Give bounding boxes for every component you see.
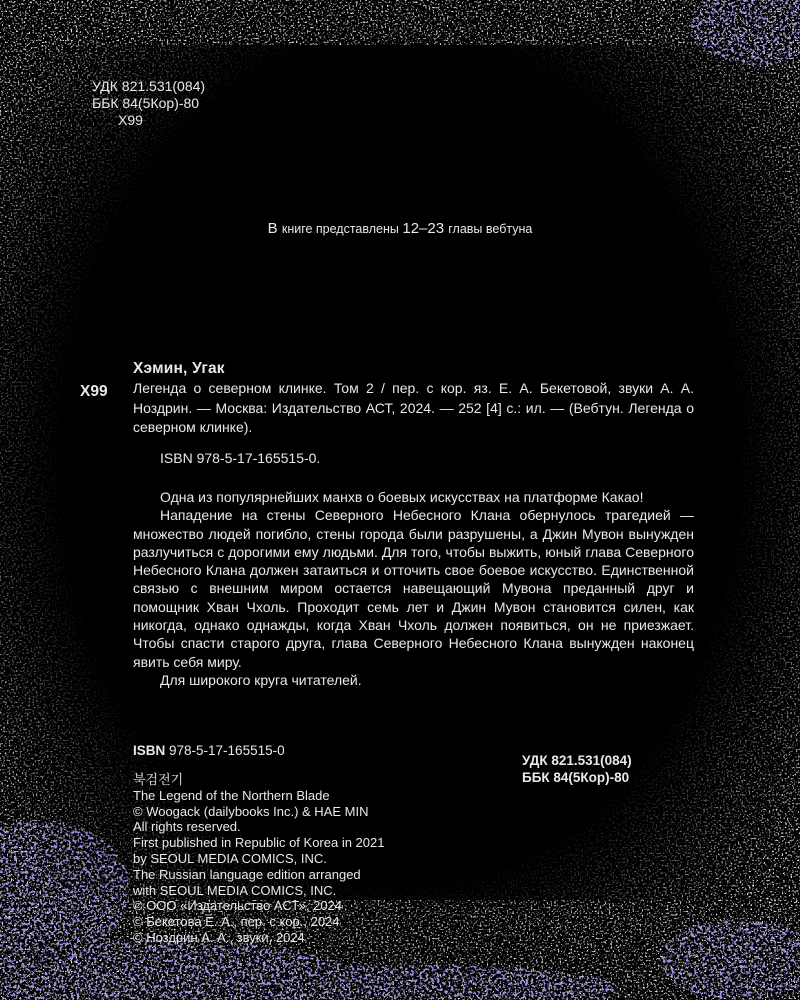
author-mark: Х99 (118, 112, 143, 128)
udk-code-bottom: УДК 821.531(084) (522, 753, 632, 768)
copyright-line: All rights reserved. (133, 819, 241, 835)
copyright-line: © ООО «Издательство АСТ», 2024 (133, 898, 343, 914)
annotation (133, 488, 694, 689)
copyright-line: First published in Republic of Korea in 2021 (133, 835, 385, 851)
udk-code: УДК 821.531(084) (92, 78, 206, 94)
copyright-line: © Ноздрин А. А., звуки, 2024 (133, 929, 305, 945)
annotation-paragraph: Одна из популярнейших манхв о боевых искусствах на платформе Какао! (160, 489, 644, 505)
catalog-codes-top (92, 78, 205, 129)
annotation-paragraph: Нападение на стены Северного Небесного Клана обернулось трагедией — множество людей погибло, стены города были разрушены, а Джин Мувон вынужден разлучиться с дорогими ему людьми. Для того, чтобы выжить, юный глава Северного Небесного Клана должен затаиться и отточить свое боевое искусство. Единственной связью с внешним миром остается навещающий Мувона преданный друг и помощник Хван Чхоль. Проходит семь лет и Джин Мувон становится силен, как никогда, однако однажды, когда Хван Чхоль должен появиться, он не приезжает. Чтобы спасти старого друга, глава Северного Небесного Клана вынужден наконец явить себя миру. (133, 507, 694, 670)
copyright-line: © Woogack (dailybooks Inc.) & HAE MIN (133, 803, 369, 819)
bbk-code-bottom: ББК 84(5Кор)-80 (522, 770, 630, 785)
copyright-line: by SEOUL MEDIA COMICS, INC. (133, 850, 327, 866)
isbn-line: ISBN 978-5-17-165515-0. (160, 450, 321, 466)
isbn-bottom: ISBN 978-5-17-165515-0 (133, 743, 285, 758)
catalog-codes-bottom (522, 752, 632, 786)
bibliographic-description: Легенда о северном клинке. Том 2 / пер. с кор. яз. Е. А. Бекетовой, звуки А. А. Ноздрин. — Москва: Издательство АСТ, 2024. — 252 [4] с.: ил. — (Вебтун. Легенда о северном клинке). (133, 380, 694, 435)
copyright-line: The Legend of the Northern Blade (133, 787, 330, 803)
copyright-line: 북검전기 (133, 772, 184, 787)
copyright-line: © Бекетова Е. А., пер. с кор., 2024 (133, 914, 340, 930)
author-heading: Хэмин, Угак (133, 360, 225, 377)
copyright-line: The Russian language edition arranged (133, 866, 361, 882)
shelf-mark: Х99 (80, 383, 108, 400)
copyright-line: with SEOUL MEDIA COMICS, INC. (133, 882, 337, 898)
bbk-code: ББК 84(5Кор)-80 (92, 95, 200, 111)
chapters-note: В книге представлены 12–23 главы вебтуна (267, 220, 533, 237)
annotation-paragraph: Для широкого круга читателей. (160, 671, 362, 688)
copyright-block (133, 772, 384, 946)
